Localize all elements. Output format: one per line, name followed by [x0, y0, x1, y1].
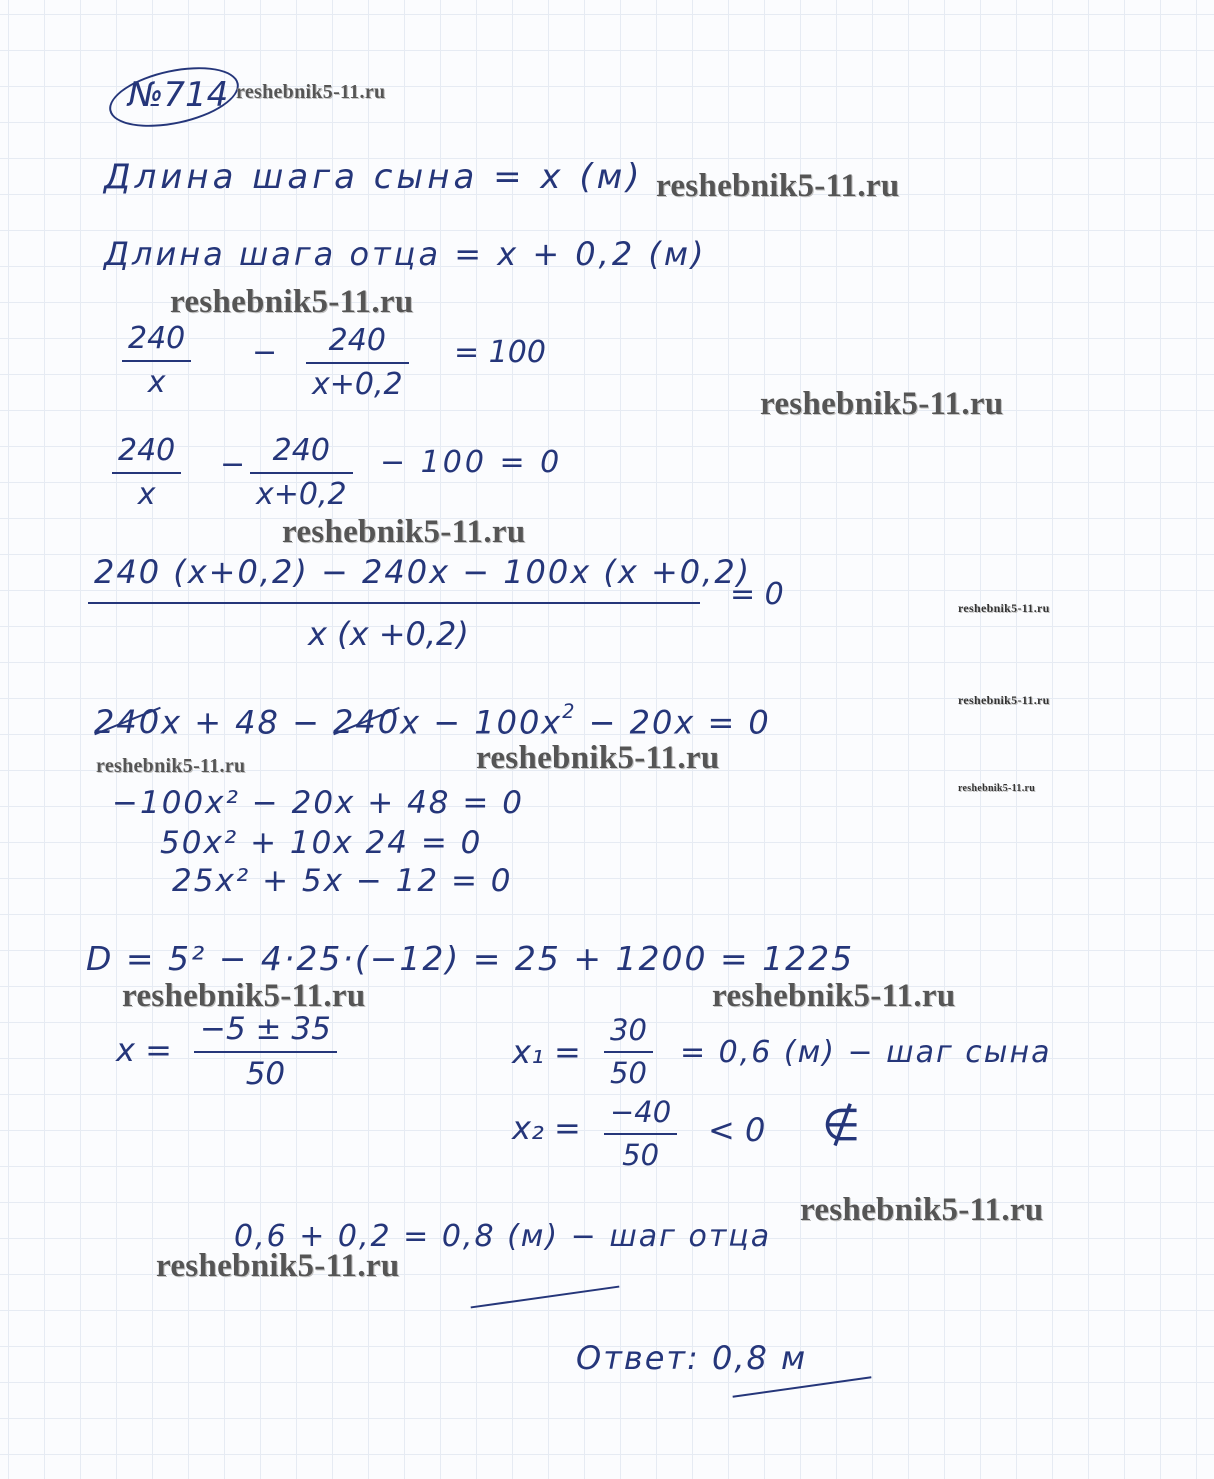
eq2-fraction-a [112, 433, 181, 512]
x-den: 50 [245, 1056, 286, 1092]
father-step-line: Длина шага отца = x + 0,2 (м) [104, 235, 707, 273]
discriminant-line: D = 5² − 4·25·(−12) = 25 + 1200 = 1225 [86, 939, 855, 978]
eq2-bar-a [112, 472, 181, 474]
father-result-line: 0,6 + 0,2 = 0,8 (м) − шаг отца [234, 1219, 772, 1254]
problem-number: №714 [128, 75, 229, 115]
x2-num: −40 [610, 1095, 672, 1129]
watermark-8: reshebnik5-11.ru [476, 740, 720, 776]
x2-rhs: < 0 [708, 1111, 766, 1149]
x1-num: 30 [610, 1013, 647, 1047]
underline-1 [471, 1286, 620, 1309]
x-fraction [194, 1011, 337, 1092]
eq5-line: −100x² − 20x + 48 = 0 [112, 785, 524, 821]
eq4-struck-c: 240 [333, 703, 401, 742]
eq2-den-b: x+0,2 [256, 477, 347, 512]
eq3-numerator: 240 (x+0,2) − 240x − 100x (x +0,2) [94, 553, 752, 591]
eq6-line: 50x² + 10x 24 = 0 [160, 825, 483, 861]
x1-fraction [604, 1013, 653, 1090]
watermark-10: reshebnik5-11.ru [122, 978, 366, 1014]
eq2-bar-b [250, 472, 353, 474]
x-bar [194, 1051, 337, 1053]
eq4-line [94, 700, 771, 742]
x1-lhs: x₁ = [512, 1033, 581, 1071]
eq2-rhs: − 100 = 0 [380, 445, 563, 480]
watermark-1: reshebnik5-11.ru [656, 168, 900, 204]
watermark-7: reshebnik5-11.ru [96, 755, 246, 777]
eq1-fraction-b [306, 323, 409, 402]
eq3-fraction-bar [88, 602, 700, 604]
answer-line: Ответ: 0,8 м [576, 1339, 808, 1377]
eq1-den-a: x [147, 365, 166, 400]
eq1-den-b: x+0,2 [312, 367, 403, 402]
watermark-9: reshebnik5-11.ru [958, 783, 1036, 794]
watermark-11: reshebnik5-11.ru [712, 978, 956, 1014]
eq1-num-b: 240 [328, 323, 386, 358]
eq4-part-d: x − 100x [400, 703, 563, 742]
eq4-part-b: x + 48 − [161, 703, 334, 742]
eq7-line: 25x² + 5x − 12 = 0 [172, 863, 513, 899]
answer-underline [733, 1376, 872, 1397]
eq2-num-a: 240 [118, 433, 176, 468]
eq3-rhs: = 0 [730, 577, 784, 612]
watermark-3: reshebnik5-11.ru [760, 386, 1004, 422]
watermark-4: reshebnik5-11.ru [282, 514, 526, 550]
eq2-den-a: x [137, 477, 156, 512]
watermark-2: reshebnik5-11.ru [170, 284, 414, 320]
x2-fraction [604, 1095, 677, 1172]
eq4-exponent: 2 [562, 700, 577, 723]
eq1-fraction-a [122, 321, 191, 400]
watermark-13: reshebnik5-11.ru [156, 1248, 400, 1284]
eq1-bar-a [122, 360, 191, 362]
x1-bar [604, 1051, 653, 1053]
x-lhs: x = [116, 1031, 172, 1069]
x2-reject-icon: ∉ [822, 1100, 861, 1151]
eq2-num-b: 240 [272, 433, 330, 468]
watermark-12: reshebnik5-11.ru [800, 1192, 1044, 1228]
watermark-5: reshebnik5-11.ru [958, 601, 1050, 615]
eq2-minus: − [220, 447, 246, 482]
watermark-6: reshebnik5-11.ru [958, 693, 1050, 707]
eq1-bar-b [306, 362, 409, 364]
x2-bar [604, 1133, 677, 1135]
eq2-fraction-b [250, 433, 353, 512]
watermark-header: reshebnik5-11.ru [236, 81, 386, 103]
x2-lhs: x₂ = [512, 1109, 581, 1147]
eq4-struck-a: 240 [94, 703, 162, 742]
x-num: −5 ± 35 [200, 1011, 331, 1047]
son-step-line: Длина шага сына = x (м) [104, 157, 644, 197]
eq1-minus: − [252, 335, 278, 370]
eq3-denominator: x (x +0,2) [308, 615, 469, 653]
eq4-part-e: − 20x = 0 [576, 703, 771, 742]
x2-den: 50 [622, 1138, 660, 1172]
eq1-num-a: 240 [128, 321, 186, 356]
eq1-rhs: = 100 [454, 335, 546, 370]
x1-rhs: = 0,6 (м) − шаг сына [680, 1035, 1052, 1070]
x1-den: 50 [610, 1056, 647, 1090]
